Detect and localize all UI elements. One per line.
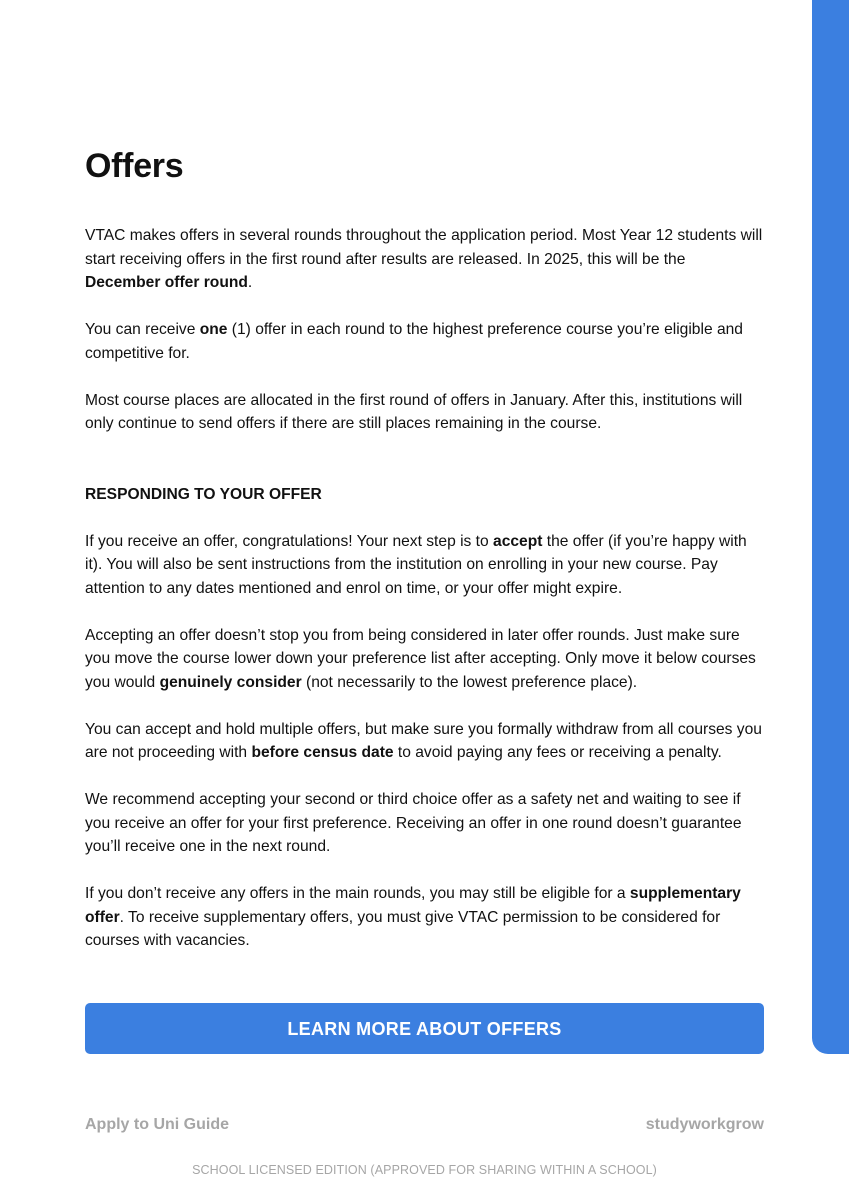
responding-paragraph-5: If you don’t receive any offers in the main rounds, you may still be eligible for a supplementary offer. To receive supplementary offers, you must give VTAC permission to be considered for courses with vacancies.	[85, 885, 741, 949]
emphasis-text: before census date	[251, 744, 394, 761]
emphasis-text: accept	[493, 532, 543, 550]
learn-more-offers-button[interactable]: LEARN MORE ABOUT OFFERS	[85, 1003, 764, 1054]
responding-paragraph-3: You can accept and hold multiple offers, but make sure you formally withdraw from all courses you are not proceeding with before census date to avoid paying any fees or receiving a penalty.	[85, 720, 762, 761]
responding-paragraph-2: Accepting an offer doesn’t stop you from being considered in later offer rounds. Just make sure you move the course lower down your preference list after accepting. Only move it below courses you would genuinely consider (not necessarily to the lowest preference place).	[85, 626, 756, 691]
intro-paragraph-3: Most course places are allocated in the first round of offers in January. After this, institutions will only continue to send offers if there are still places remaining in the course.	[85, 391, 743, 432]
side-accent-bar	[812, 0, 849, 1054]
responding-paragraph-1: If you receive an offer, congratulations! Your next step is to accept the offer (if you’re happy with it). You will also be sent instructions from the institution on enrolling in your new course. Pay attention to any dates mentioned and enrol on time, or your offer might expire.	[85, 532, 747, 597]
intro-paragraph-1: VTAC makes offers in several rounds throughout the application period. Most Year 12 students will start receiving offers in the first round after results are released. In 2025, this will be the December offer round.	[85, 227, 763, 291]
content-body	[85, 224, 765, 976]
license-note: SCHOOL LICENSED EDITION (APPROVED FOR SHARING WITHIN A SCHOOL)	[192, 1163, 657, 1177]
emphasis-text: December offer round	[85, 274, 248, 291]
emphasis-text: genuinely consider	[159, 673, 302, 691]
section-heading-responding: RESPONDING TO YOUR OFFER	[85, 485, 322, 503]
emphasis-text: one	[199, 321, 228, 338]
responding-paragraph-4: We recommend accepting your second or third choice offer as a safety net and waiting to see if you receive an offer for your first preference. Receiving an offer in one round doesn’t guarantee you’ll receive one in the next round.	[85, 791, 742, 855]
footer-brand: studyworkgrow	[645, 1116, 764, 1133]
footer-guide-title: Apply to Uni Guide	[85, 1116, 229, 1133]
page-title: Offers	[85, 147, 184, 185]
intro-paragraph-2: You can receive one (1) offer in each round to the highest preference course you’re eligible and competitive for.	[85, 321, 743, 362]
emphasis-text: supplementary offer	[85, 885, 741, 926]
